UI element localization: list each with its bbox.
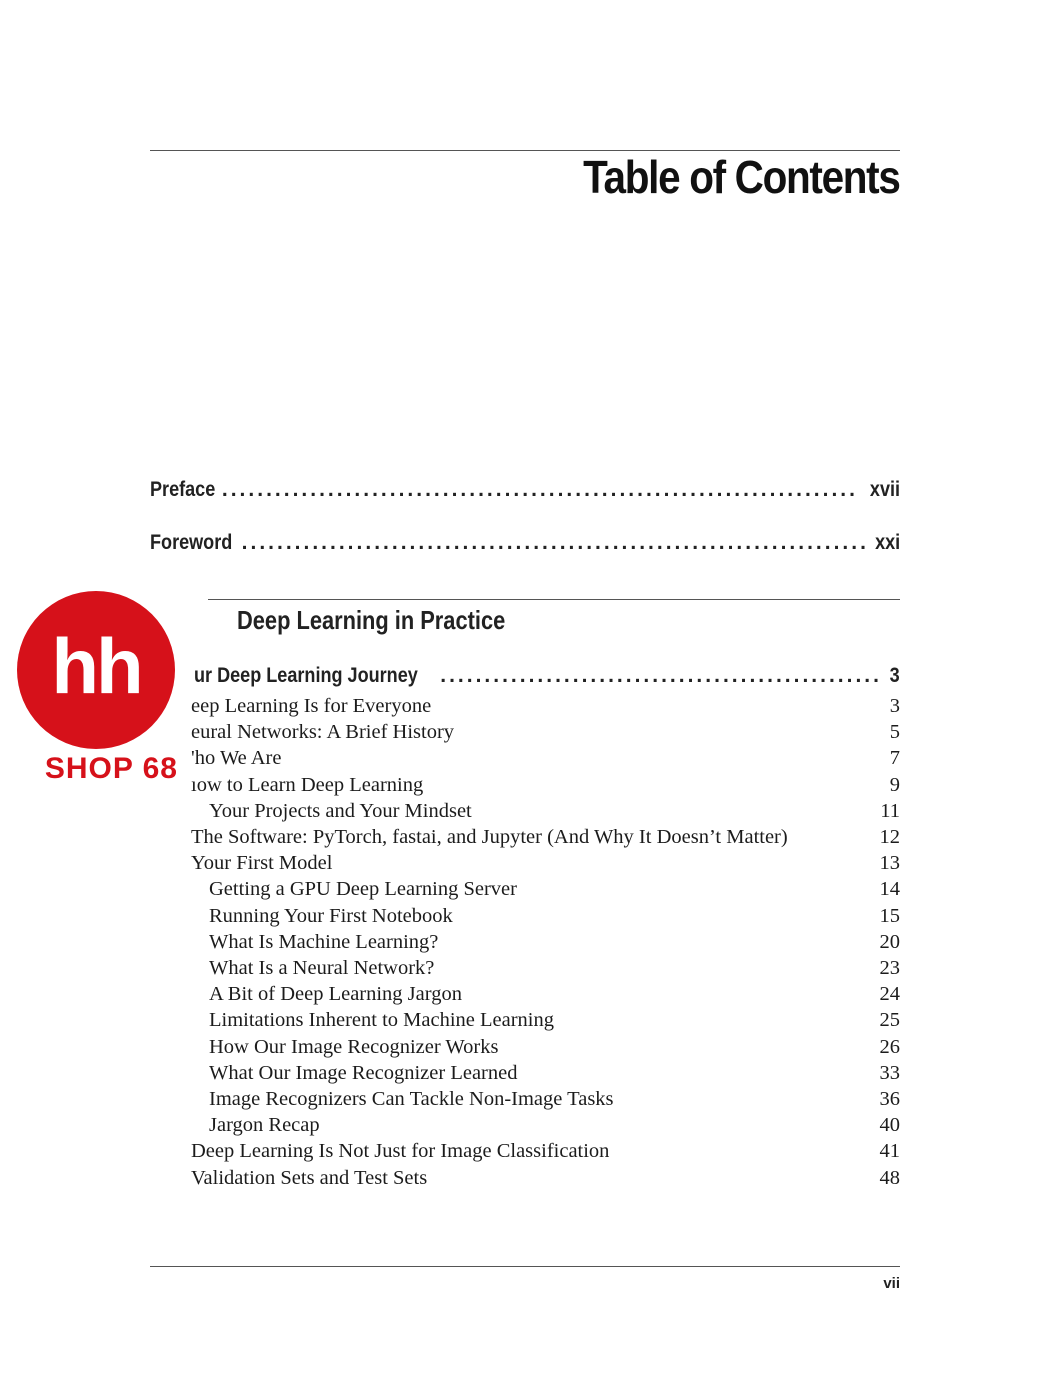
toc-entry[interactable] — [209, 1112, 900, 1138]
toc-entry-page: 15 — [879, 904, 900, 927]
shop-watermark-text: SHOP 68 — [44, 752, 178, 785]
toc-entry-label: The Software: PyTorch, fastai, and Jupyter (And Why It Doesn’t Matter) — [191, 826, 788, 848]
toc-entry-page: 14 — [879, 878, 900, 901]
chapter-page: 3 — [889, 664, 900, 687]
toc-entry-label: What Is Machine Learning? — [209, 930, 439, 953]
chapter-title: ur Deep Learning Journey — [194, 664, 418, 687]
hh-logo-icon — [17, 591, 175, 749]
toc-entry-label: Jargon Recap — [209, 1114, 320, 1137]
toc-entry-page: 26 — [879, 1035, 900, 1058]
toc-entry[interactable] — [209, 798, 900, 824]
toc-entry-label: Preface — [150, 478, 216, 501]
toc-entry-page: 11 — [880, 799, 900, 822]
toc-entry-label: Image Recognizers Can Tackle Non-Image Tasks — [209, 1088, 614, 1110]
toc-entry-label: 'ho We Are — [191, 747, 282, 770]
toc-entry-page: 48 — [879, 1166, 900, 1189]
toc-entry[interactable] — [191, 772, 900, 798]
toc-entry[interactable] — [209, 1007, 900, 1033]
leader-dots — [222, 478, 859, 502]
toc-entry-label: Running Your First Notebook — [209, 904, 453, 927]
toc-entry-page: 41 — [879, 1140, 900, 1163]
toc-entry-label: Your First Model — [191, 852, 333, 875]
toc-entry-label: How Our Image Recognizer Works — [209, 1035, 499, 1058]
toc-front-matter-foreword[interactable] — [150, 531, 900, 561]
bottom-rule — [150, 1266, 900, 1267]
toc-entry[interactable] — [209, 903, 900, 929]
toc-entry-page: xxi — [874, 531, 900, 554]
toc-entry[interactable] — [191, 1138, 900, 1164]
toc-entry-page: 24 — [879, 983, 900, 1006]
toc-entry-label: What Is a Neural Network? — [209, 957, 435, 979]
toc-entry-label: ıow to Learn Deep Learning — [191, 773, 424, 796]
toc-entry-page: 25 — [879, 1009, 900, 1032]
toc-entry-page: 3 — [889, 695, 900, 717]
toc-entry[interactable] — [191, 719, 900, 745]
toc-entry-page: 5 — [889, 721, 900, 744]
toc-entry-page: 20 — [879, 930, 900, 953]
toc-entry-page: 33 — [879, 1061, 900, 1084]
toc-entry-page: 9 — [889, 773, 900, 796]
toc-entry-page: 12 — [879, 826, 900, 848]
toc-entry-page: 36 — [879, 1088, 900, 1110]
toc-entry-page: 13 — [879, 852, 900, 875]
logo-text: hh — [51, 621, 141, 710]
toc-entry-label: eep Learning Is for Everyone — [191, 695, 432, 717]
toc-entry-label: Validation Sets and Test Sets — [191, 1166, 428, 1189]
toc-entry[interactable] — [191, 850, 900, 876]
toc-entry[interactable] — [209, 981, 900, 1007]
toc-entry[interactable] — [209, 929, 900, 955]
toc-entry-page: 23 — [879, 957, 900, 979]
toc-chapter-row[interactable] — [194, 664, 900, 694]
toc-entry[interactable] — [209, 1086, 900, 1112]
toc-entry[interactable] — [191, 1165, 900, 1191]
toc-entry-label: eural Networks: A Brief History — [191, 721, 455, 744]
page-number: vii — [883, 1275, 900, 1292]
toc-entry[interactable] — [191, 693, 900, 719]
part-rule — [208, 599, 900, 600]
toc-entry-label: Getting a GPU Deep Learning Server — [209, 878, 517, 901]
toc-entry[interactable] — [209, 1060, 900, 1086]
toc-entry-page: xvii — [869, 478, 900, 501]
toc-entry[interactable] — [209, 876, 900, 902]
part-title: Deep Learning in Practice — [237, 605, 506, 635]
leader-dots — [440, 664, 878, 688]
toc-entry-label: What Our Image Recognizer Learned — [209, 1061, 518, 1084]
toc-entry-label: Limitations Inherent to Machine Learning — [209, 1009, 554, 1032]
toc-entry[interactable] — [191, 824, 900, 850]
page-title: Table of Contents — [583, 151, 900, 203]
leader-dots — [242, 531, 865, 555]
toc-entry[interactable] — [209, 1034, 900, 1060]
toc-entry-label: Your Projects and Your Mindset — [209, 799, 472, 822]
toc-entry-label: Deep Learning Is Not Just for Image Classification — [191, 1140, 610, 1163]
toc-front-matter-preface[interactable] — [150, 478, 900, 508]
toc-entry-page: 7 — [889, 747, 900, 770]
toc-entry[interactable] — [191, 745, 900, 771]
toc-entry-page: 40 — [879, 1114, 900, 1137]
toc-entry-label: Foreword — [150, 531, 233, 554]
toc-entry[interactable] — [209, 955, 900, 981]
toc-entry-label: A Bit of Deep Learning Jargon — [209, 983, 462, 1006]
